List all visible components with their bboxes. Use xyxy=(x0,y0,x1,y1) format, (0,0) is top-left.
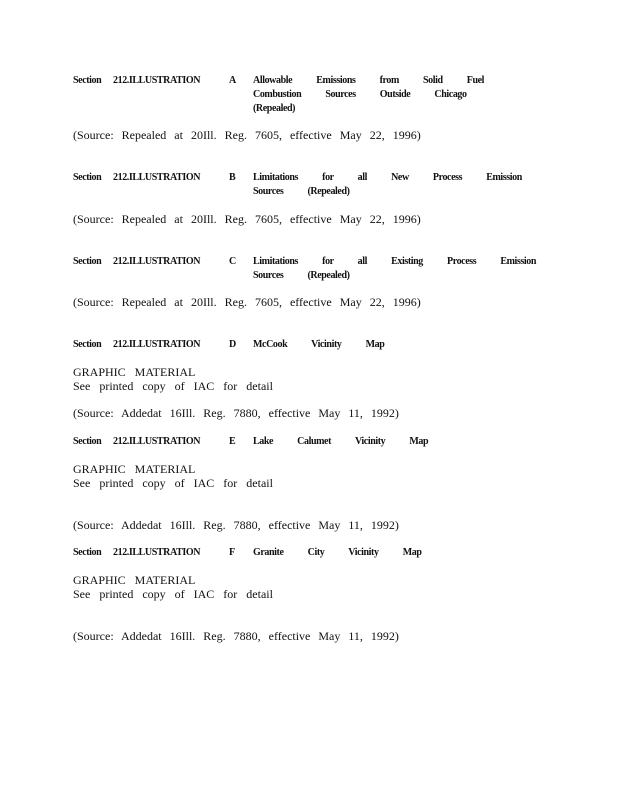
section-title-line: Sources (Repealed) xyxy=(253,270,350,281)
section-heading-d xyxy=(73,338,513,352)
section-number: 212.ILLUSTRATION xyxy=(113,339,201,350)
source-note-d: (Source: Addedat 16Ill. Reg. 7880, effective May 11, 1992) xyxy=(73,406,399,420)
section-title-line: McCook Vicinity Map xyxy=(253,339,385,350)
section-title xyxy=(253,435,428,449)
source-note-b: (Source: Repealed at 20Ill. Reg. 7605, effective May 22, 1996) xyxy=(73,212,421,226)
section-label: Section xyxy=(73,172,102,183)
section-label: Section xyxy=(73,75,102,86)
section-number: 212.ILLUSTRATION xyxy=(113,436,201,447)
graphic-material-label: GRAPHIC MATERIAL xyxy=(73,365,196,379)
illustration-letter: D xyxy=(229,339,236,350)
section-label: Section xyxy=(73,436,102,447)
illustration-letter: E xyxy=(229,436,236,447)
source-note-e: (Source: Addedat 16Ill. Reg. 7880, effective May 11, 1992) xyxy=(73,518,399,532)
graphic-material-label: GRAPHIC MATERIAL xyxy=(73,462,196,476)
section-title-line: Granite City Vicinity Map xyxy=(253,547,422,558)
section-heading-a xyxy=(73,74,513,116)
graphic-material-note: See printed copy of IAC for detail xyxy=(73,379,273,393)
section-title-line: Allowable Emissions from Solid Fuel xyxy=(253,75,485,86)
graphic-material-note: See printed copy of IAC for detail xyxy=(73,587,273,601)
section-heading-f xyxy=(73,546,513,560)
section-title-line: (Repealed) xyxy=(253,103,296,114)
section-number: 212.ILLUSTRATION xyxy=(113,172,201,183)
section-title-line: Combustion Sources Outside Chicago xyxy=(253,89,467,100)
section-heading-c xyxy=(73,255,537,283)
illustration-letter: B xyxy=(229,172,236,183)
section-label: Section xyxy=(73,256,102,267)
illustration-letter: F xyxy=(229,547,235,558)
graphic-material-e xyxy=(73,462,273,490)
section-label: Section xyxy=(73,547,102,558)
section-title-line: Limitations for all Existing Process Emission xyxy=(253,256,537,267)
section-title xyxy=(253,338,384,352)
section-title xyxy=(253,546,422,560)
section-heading-e xyxy=(73,435,513,449)
illustration-letter: C xyxy=(229,256,236,267)
section-title xyxy=(253,74,484,116)
section-label: Section xyxy=(73,339,102,350)
graphic-material-d xyxy=(73,365,273,393)
section-title-line: Sources (Repealed) xyxy=(253,186,350,197)
source-note-c: (Source: Repealed at 20Ill. Reg. 7605, effective May 22, 1996) xyxy=(73,295,421,309)
graphic-material-label: GRAPHIC MATERIAL xyxy=(73,573,196,587)
section-number: 212.ILLUSTRATION xyxy=(113,75,201,86)
section-title xyxy=(253,171,522,199)
section-number: 212.ILLUSTRATION xyxy=(113,256,201,267)
section-heading-b xyxy=(73,171,522,199)
section-title xyxy=(253,255,536,283)
section-number: 212.ILLUSTRATION xyxy=(113,547,201,558)
graphic-material-note: See printed copy of IAC for detail xyxy=(73,476,273,490)
section-title-line: Limitations for all New Process Emission xyxy=(253,172,522,183)
section-title-line: Lake Calumet Vicinity Map xyxy=(253,436,429,447)
illustration-letter: A xyxy=(229,75,236,86)
graphic-material-f xyxy=(73,573,273,601)
source-note-a: (Source: Repealed at 20Ill. Reg. 7605, effective May 22, 1996) xyxy=(73,128,421,142)
source-note-f: (Source: Addedat 16Ill. Reg. 7880, effective May 11, 1992) xyxy=(73,629,399,643)
